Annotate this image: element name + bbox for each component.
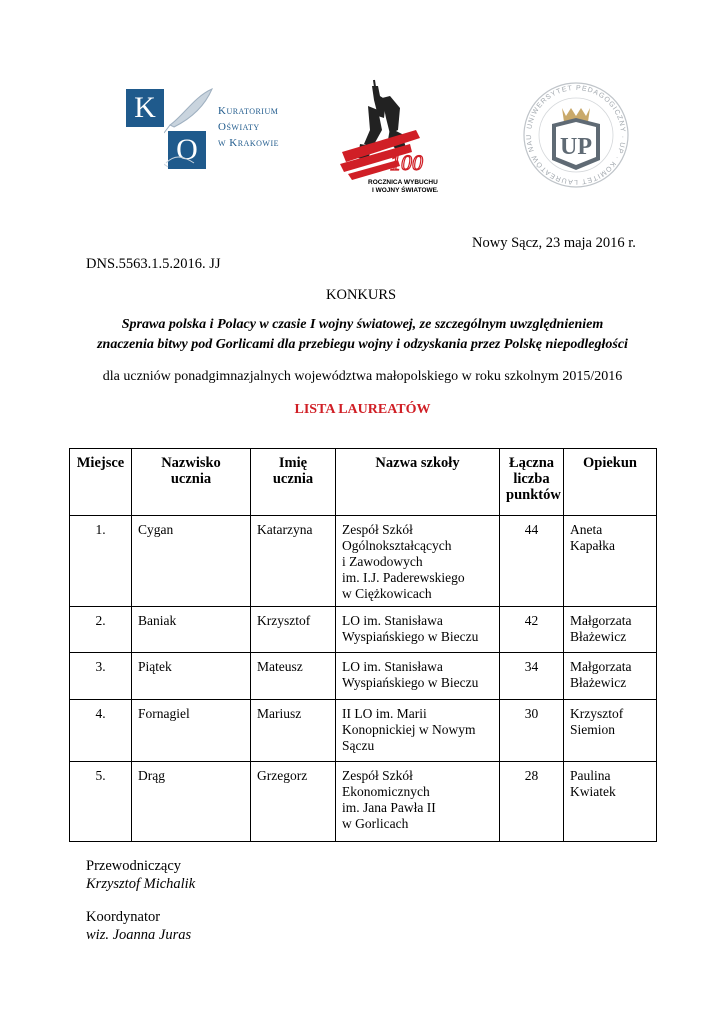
audience-line: dla uczniów ponadgimnazjalnych województwa małopolskiego w roku szkolnym 2015/2016 <box>102 369 623 384</box>
cell-name: Grzegorz <box>251 761 336 841</box>
chair-name: Krzysztof Michalik <box>86 876 196 892</box>
coordinator-name: wiz. Joanna Juras <box>86 927 192 943</box>
cell-place: 1. <box>70 516 132 607</box>
kuratorium-line2: Oświaty <box>218 121 260 133</box>
cell-place: 5. <box>70 761 132 841</box>
up-letters: UP <box>560 134 592 160</box>
kuratorium-logo <box>126 85 294 171</box>
cell-name: Krzysztof <box>251 607 336 653</box>
column-header-surname: Nazwisko ucznia <box>132 449 251 516</box>
kuratorium-line1: Kuratorium <box>218 105 279 117</box>
up-seal-icon <box>520 80 632 190</box>
cell-surname: Cygan <box>132 516 251 607</box>
up-ring-text: UNIWERSYTET PEDAGOGICZNY · UP · KOMITET LAUREATÓW NAU <box>525 84 627 186</box>
column-header-school: Nazwa szkoły <box>336 449 500 516</box>
cell-school: LO im. Stanisława Wyspiańskiego w Bieczu <box>336 653 500 699</box>
cell-name: Mariusz <box>251 699 336 761</box>
table-row <box>70 699 657 761</box>
table-header-row <box>70 449 657 516</box>
kuratorium-line3: w Krakowie <box>218 137 280 149</box>
table-row <box>70 607 657 653</box>
chair-role: Przewodniczący <box>86 858 182 874</box>
kuratorium-name <box>218 103 279 151</box>
cell-tutor: Małgorzata Błażewicz <box>564 607 657 653</box>
cell-surname: Drąg <box>132 761 251 841</box>
cell-place: 3. <box>70 653 132 699</box>
subject-line-2: znaczenia bitwy pod Gorlicami dla przebiegu wojny i odzyskania przez Polskę niepodległości <box>97 337 628 352</box>
table-row <box>70 653 657 699</box>
cell-tutor: Paulina Kwiatek <box>564 761 657 841</box>
ww1-caption-1: ROCZNICA WYBUCHU <box>368 179 438 186</box>
table-row <box>70 516 657 607</box>
subject-line-1: Sprawa polska i Polacy w czasie I wojny światowej, ze szczególnym uwzględnieniem <box>121 317 604 332</box>
column-header-name: Imię ucznia <box>251 449 336 516</box>
cell-tutor: Aneta Kapałka <box>564 516 657 607</box>
place-date: Nowy Sącz, 23 maja 2016 r. <box>472 235 636 251</box>
heading-konkurs: KONKURS <box>326 287 397 303</box>
cell-points: 34 <box>500 653 564 699</box>
cell-tutor: Małgorzata Błażewicz <box>564 653 657 699</box>
cell-name: Katarzyna <box>251 516 336 607</box>
cell-place: 4. <box>70 699 132 761</box>
logo-letter-k: K <box>126 89 164 127</box>
cell-points: 44 <box>500 516 564 607</box>
quill-icon <box>164 85 218 171</box>
cell-points: 28 <box>500 761 564 841</box>
cell-school: Zespół Szkół Ekonomicznych im. Jana Pawła II w Gorlicach <box>336 761 500 841</box>
column-header-tutor: Opiekun <box>564 449 657 516</box>
coordinator-role: Koordynator <box>86 909 161 925</box>
reference-number: DNS.5563.1.5.2016. JJ <box>86 256 221 272</box>
ww1-number: 100 <box>390 150 423 175</box>
cell-tutor: Krzysztof Siemion <box>564 699 657 761</box>
soldiers-emblem-icon <box>338 78 438 196</box>
cell-points: 30 <box>500 699 564 761</box>
cell-points: 42 <box>500 607 564 653</box>
column-header-points: Łączna liczba punktów <box>500 449 564 516</box>
logo-letter-o: O <box>168 131 206 169</box>
up-university-logo <box>520 80 632 190</box>
list-title: LISTA LAUREATÓW <box>294 402 431 417</box>
cell-surname: Fornagiel <box>132 699 251 761</box>
cell-place: 2. <box>70 607 132 653</box>
laureates-table <box>69 448 657 842</box>
ww1-anniversary-logo <box>338 78 438 196</box>
cell-school: Zespół Szkół Ogólnokształcących i Zawodowych im. I.J. Paderewskiego w Ciężkowicach <box>336 516 500 607</box>
ww1-caption-2: I WOJNY ŚWIATOWEJ <box>372 187 438 194</box>
cell-name: Mateusz <box>251 653 336 699</box>
cell-surname: Piątek <box>132 653 251 699</box>
cell-school: LO im. Stanisława Wyspiańskiego w Bieczu <box>336 607 500 653</box>
column-header-place: Miejsce <box>70 449 132 516</box>
table-row <box>70 761 657 841</box>
cell-school: II LO im. Marii Konopnickiej w Nowym Sączu <box>336 699 500 761</box>
cell-surname: Baniak <box>132 607 251 653</box>
